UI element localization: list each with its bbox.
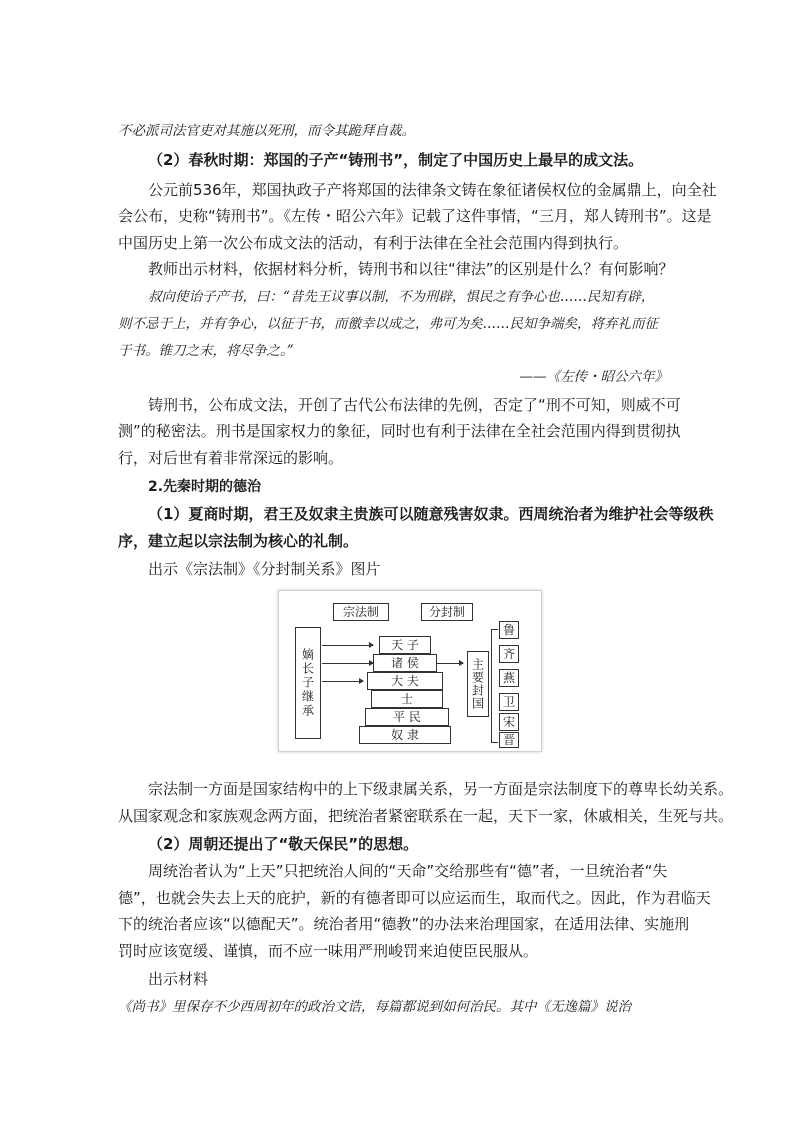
diagram-left-label: 嫡长子继承 <box>295 627 321 739</box>
text-line: 出示材料 <box>148 970 209 988</box>
quote-line: 叔向使诒子产书，曰：“昔先王议事以制，不为刑辟，惧民之有争心也……民知有辟， <box>148 289 655 305</box>
section-heading: （2）春秋时期：郑国的子产“铸刑书”，制定了中国历史上最早的成文法。 <box>148 151 644 169</box>
diagram-title-right: 分封制 <box>421 603 473 621</box>
arrow <box>322 681 363 682</box>
rank-box: 奴 隶 <box>359 726 451 744</box>
clan-enfeoffment-diagram <box>278 590 542 752</box>
quote-line: 则不忌于上，并有争心，以征于书，而徼幸以成之，弗可为矣……民知争端矣，将弃礼而征 <box>118 316 658 332</box>
text-line: 会公布，史称“铸刑书”。《左传・昭公六年》记载了这件事情，“三月，郑人铸刑书”。这是 <box>118 207 712 225</box>
section-heading: （1）夏商时期，君王及奴隶主贵族可以随意残害奴隶。西周统治者为维护社会等级秩 <box>148 505 714 523</box>
diagram-title-left: 宗法制 <box>333 603 389 621</box>
text-line: 下的统治者应该“以德配天”。统治者用“德教”的办法来治理国家，在适用法律、实施刑 <box>118 915 690 933</box>
diagram-mid-label: 主要封国 <box>467 651 489 717</box>
rank-box: 大 夫 <box>367 672 443 690</box>
state-box: 齐 <box>499 645 519 663</box>
arrow <box>437 663 463 664</box>
text-line: 罚时应该宽缓、谨慎，而不应一味用严刑峻罚来迫使臣民服从。 <box>118 942 539 960</box>
text-line: 测”的秘密法。刑书是国家权力的象征，同时也有利于法律在全社会范围内得到贯彻执 <box>118 422 681 440</box>
text-line: 周统治者认为“上天”只把统治人间的“天命”交给那些有“德”者，一旦统治者“失 <box>148 862 668 880</box>
state-box: 晋 <box>499 732 519 748</box>
state-box: 燕 <box>499 669 519 687</box>
rank-box: 平 民 <box>365 708 449 726</box>
bracket <box>491 629 498 743</box>
text-line: 教师出示材料，依据材料分析，铸刑书和以往“律法”的区别是什么？有何影响？ <box>148 260 674 278</box>
quote-line: 《尚书》里保存不少西周初年的政治文诰，每篇都说到如何治民。其中《无逸篇》说治 <box>118 999 631 1015</box>
text-line: 德”，也就会失去上天的庇护，新的有德者即可以应运而生，取而代之。因此，作为君临天 <box>118 889 711 907</box>
text-line: 行，对后世有着非常深远的影响。 <box>118 449 344 467</box>
rank-box: 诸 侯 <box>373 654 437 672</box>
arrow <box>322 663 373 664</box>
text-line: 铸刑书，公布成文法，开创了古代公布法律的先例，否定了“刑不可知，则威不可 <box>148 396 681 414</box>
text-line: 出示《宗法制》《分封制关系》图片 <box>148 560 381 578</box>
state-box: 鲁 <box>499 621 519 639</box>
text-line: 从国家观念和家族观念两方面，把统治者紧密联系在一起，天下一家，休戚相关，生死与共。 <box>118 807 734 825</box>
state-box: 卫 <box>499 693 519 711</box>
section-heading: （2）周朝还提出了“敬天保民”的思想。 <box>148 835 419 853</box>
arrow <box>322 645 373 646</box>
quote-source: ——《左传・昭公六年》 <box>519 369 668 385</box>
text-line: 宗法制一方面是国家结构中的上下级隶属关系，另一方面是宗法制度下的尊卑长幼关系。 <box>148 780 734 798</box>
text-line: 公元前536年，郑国执政子产将郑国的法律条文铸在象征诸侯权位的金属鼎上，向全社 <box>148 181 717 199</box>
section-heading: 2.先秦时期的德治 <box>148 479 262 495</box>
state-box: 宋 <box>499 713 519 731</box>
section-heading: 序，建立起以宗法制为核心的礼制。 <box>118 532 359 550</box>
quote-line: 于书。锥刀之末，将尽争之。” <box>118 343 294 359</box>
rank-box: 士 <box>371 690 443 708</box>
text-line: 中国历史上第一次公布成文法的活动，有利于法律在全社会范围内得到执行。 <box>118 234 629 252</box>
text-line: 不必派司法官吏对其施以死刑，而令其跪拜自裁。 <box>118 123 415 139</box>
rank-box: 天 子 <box>379 636 431 654</box>
